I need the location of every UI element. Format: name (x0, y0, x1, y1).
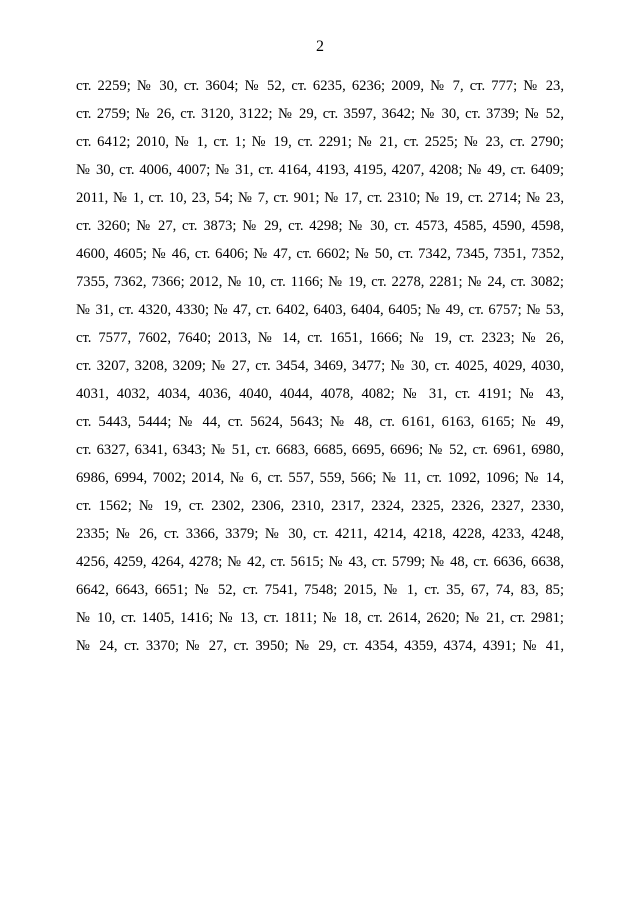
text-line-20: № 10, ст. 1405, 1416; № 13, ст. 1811; № 18, ст. 2614, 2620; № 21, ст. 2981; (76, 610, 564, 626)
text-line-9: № 31, ст. 4320, 4330; № 47, ст. 6402, 6403, 6404, 6405; № 49, ст. 6757; № 53, (76, 302, 564, 318)
text-line-2: ст. 2759; № 26, ст. 3120, 3122; № 29, ст. 3597, 3642; № 30, ст. 3739; № 52, (76, 106, 564, 122)
text-line-15: 6986, 6994, 7002; 2014, № 6, ст. 557, 559, 566; № 11, ст. 1092, 1096; № 14, (76, 470, 564, 486)
text-line-19: 6642, 6643, 6651; № 52, ст. 7541, 7548; 2015, № 1, ст. 35, 67, 74, 83, 85; (76, 582, 564, 598)
text-line-4: № 30, ст. 4006, 4007; № 31, ст. 4164, 4193, 4195, 4207, 4208; № 49, ст. 6409; (76, 162, 564, 178)
text-line-11: ст. 3207, 3208, 3209; № 27, ст. 3454, 3469, 3477; № 30, ст. 4025, 4029, 4030, (76, 358, 564, 374)
text-line-7: 4600, 4605; № 46, ст. 6406; № 47, ст. 6602; № 50, ст. 7342, 7345, 7351, 7352, (76, 246, 564, 262)
body-text (76, 72, 564, 660)
text-line-5: 2011, № 1, ст. 10, 23, 54; № 7, ст. 901; № 17, ст. 2310; № 19, ст. 2714; № 23, (76, 190, 564, 206)
text-line-1: ст. 2259; № 30, ст. 3604; № 52, ст. 6235, 6236; 2009, № 7, ст. 777; № 23, (76, 78, 564, 94)
text-line-18: 4256, 4259, 4264, 4278; № 42, ст. 5615; № 43, ст. 5799; № 48, ст. 6636, 6638, (76, 554, 564, 570)
text-line-10: ст. 7577, 7602, 7640; 2013, № 14, ст. 1651, 1666; № 19, ст. 2323; № 26, (76, 330, 564, 346)
text-line-14: ст. 6327, 6341, 6343; № 51, ст. 6683, 6685, 6695, 6696; № 52, ст. 6961, 6980, (76, 442, 564, 458)
text-line-8: 7355, 7362, 7366; 2012, № 10, ст. 1166; № 19, ст. 2278, 2281; № 24, ст. 3082; (76, 274, 564, 290)
text-line-6: ст. 3260; № 27, ст. 3873; № 29, ст. 4298; № 30, ст. 4573, 4585, 4590, 4598, (76, 218, 564, 234)
text-line-21: № 24, ст. 3370; № 27, ст. 3950; № 29, ст. 4354, 4359, 4374, 4391; № 41, (76, 638, 564, 654)
page-number: 2 (316, 38, 324, 55)
text-line-17: 2335; № 26, ст. 3366, 3379; № 30, ст. 4211, 4214, 4218, 4228, 4233, 4248, (76, 526, 564, 542)
text-line-13: ст. 5443, 5444; № 44, ст. 5624, 5643; № 48, ст. 6161, 6163, 6165; № 49, (76, 414, 564, 430)
text-line-16: ст. 1562; № 19, ст. 2302, 2306, 2310, 2317, 2324, 2325, 2326, 2327, 2330, (76, 498, 564, 514)
text-line-3: ст. 6412; 2010, № 1, ст. 1; № 19, ст. 2291; № 21, ст. 2525; № 23, ст. 2790; (76, 134, 564, 150)
text-line-12: 4031, 4032, 4034, 4036, 4040, 4044, 4078, 4082; № 31, ст. 4191; № 43, (76, 386, 564, 402)
